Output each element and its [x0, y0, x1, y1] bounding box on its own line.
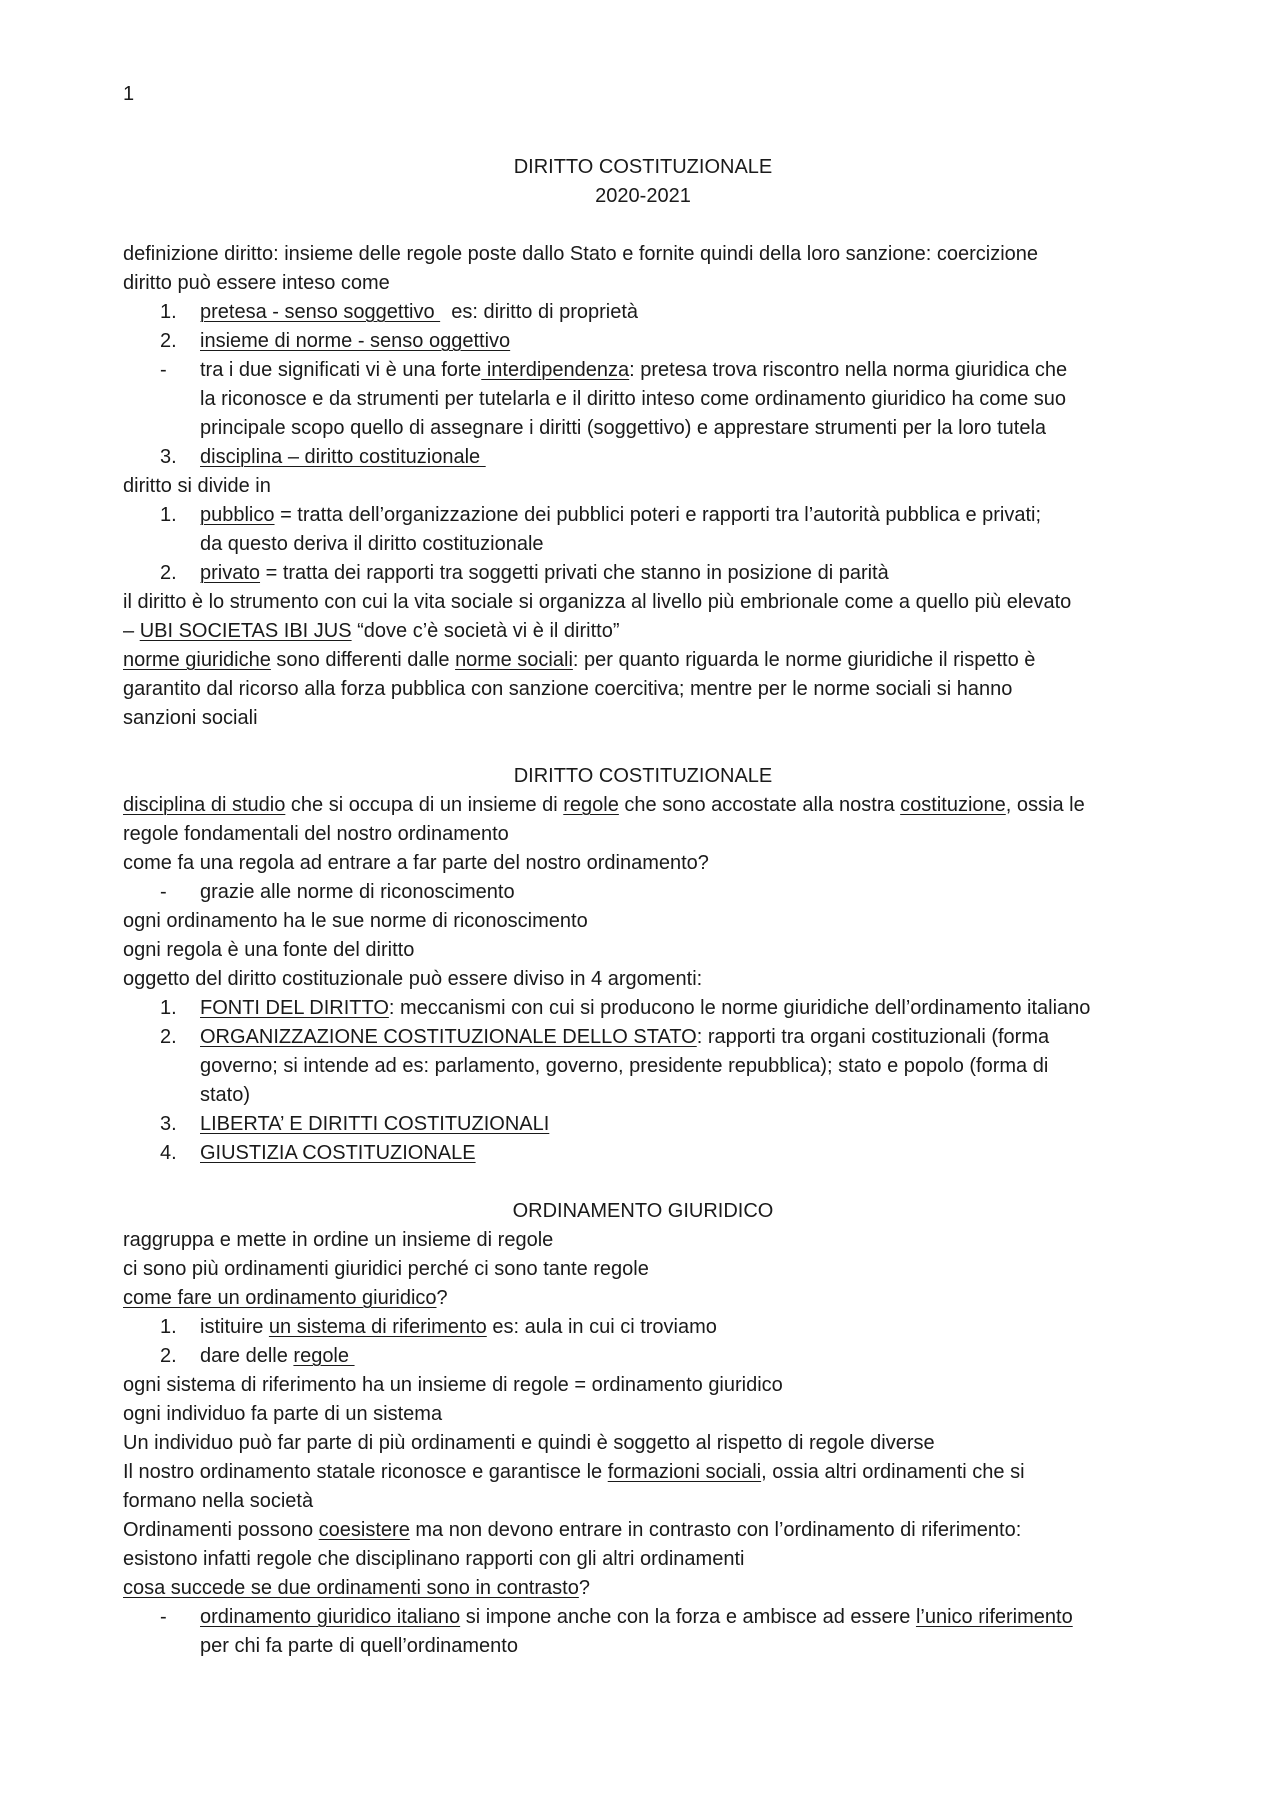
- text: : per quanto riguarda le norme giuridiche il rispetto è: [572, 649, 1036, 671]
- document-body: [123, 153, 1163, 1661]
- underlined-term: FONTI DEL DIRITTO: [200, 997, 389, 1019]
- underlined-term: l’unico riferimento: [915, 1606, 1073, 1628]
- text: ?: [436, 1287, 448, 1309]
- text: “dove c’è società vi è il diritto”: [351, 620, 620, 642]
- dash-item: [123, 878, 1163, 907]
- underlined-term: norme sociali: [455, 649, 573, 671]
- underlined-term: privato: [200, 562, 261, 584]
- paragraph-line: [123, 646, 1163, 675]
- paragraph-line: Un individuo può far parte di più ordinamenti e quindi è soggetto al rispetto di regole diverse: [123, 1432, 935, 1454]
- list-item: [123, 327, 1163, 356]
- text: che sono accostate alla nostra: [618, 794, 901, 816]
- list-item: [123, 298, 1163, 327]
- text: grazie alle norme di riconoscimento: [200, 881, 515, 903]
- underlined-term: un sistema di riferimento: [268, 1316, 487, 1338]
- document-year: 2020-2021: [595, 185, 691, 207]
- continuation-line: da questo deriva il diritto costituzionale: [200, 533, 544, 555]
- underlined-term: come fare un ordinamento giuridico: [123, 1287, 437, 1309]
- list-marker: 2.: [160, 330, 177, 352]
- list-item: [123, 1110, 1163, 1139]
- list-item: [123, 1139, 1163, 1168]
- underlined-term: regole: [563, 794, 619, 816]
- underlined-term: disciplina – diritto costituzionale: [200, 446, 486, 468]
- list-item: [123, 1023, 1163, 1052]
- dash-item: [123, 356, 1163, 385]
- paragraph-line: oggetto del diritto costituzionale può essere diviso in 4 argomenti:: [123, 968, 703, 990]
- text: istituire: [200, 1316, 269, 1338]
- list-item: [123, 994, 1163, 1023]
- text: es: diritto di proprietà: [440, 301, 639, 323]
- list-item: [123, 443, 1163, 472]
- paragraph-line: raggruppa e mette in ordine un insieme di regole: [123, 1229, 554, 1251]
- underlined-term: regole: [293, 1345, 355, 1367]
- list-item: [123, 1342, 1163, 1371]
- list-marker: 4.: [160, 1142, 177, 1164]
- paragraph-line: esistono infatti regole che disciplinano rapporti con gli altri ordinamenti: [123, 1548, 745, 1570]
- underlined-term: insieme di norme - senso oggettivo: [200, 330, 511, 352]
- paragraph-line: [123, 1574, 1163, 1603]
- paragraph-line: come fa una regola ad entrare a far parte del nostro ordinamento?: [123, 852, 709, 874]
- underlined-term: coesistere: [318, 1519, 410, 1541]
- paragraph-line: [123, 1284, 1163, 1313]
- text: dare delle: [200, 1345, 294, 1367]
- page-number: 1: [123, 83, 135, 105]
- text: = tratta dei rapporti tra soggetti privati che stanno in posizione di parità: [260, 562, 889, 584]
- text: che si occupa di un insieme di: [285, 794, 564, 816]
- underlined-term: interdipendenza: [481, 359, 630, 381]
- text: = tratta dell’organizzazione dei pubblici poteri e rapporti tra l’autorità pubblica e privati;: [274, 504, 1042, 526]
- list-marker: 1.: [160, 301, 177, 323]
- list-item: [123, 1313, 1163, 1342]
- underlined-term: GIUSTIZIA COSTITUZIONALE: [200, 1142, 476, 1164]
- paragraph-line: ogni individuo fa parte di un sistema: [123, 1403, 443, 1425]
- continuation-line: principale scopo quello di assegnare i diritti (soggettivo) e apprestare strumenti per la loro tutela: [200, 417, 1047, 439]
- list-marker: 2.: [160, 1026, 177, 1048]
- underlined-term: norme giuridiche: [123, 649, 271, 671]
- text: sono differenti dalle: [270, 649, 456, 671]
- text: es: aula in cui ci troviamo: [486, 1316, 717, 1338]
- spacer: [123, 211, 1163, 240]
- continuation-line: la riconosce e da strumenti per tutelarla e il diritto inteso come ordinamento giuridico ha come suo: [200, 388, 1066, 410]
- spacer: [123, 733, 1163, 762]
- can-be-line: diritto può essere inteso come: [123, 272, 390, 294]
- paragraph-line: [123, 791, 1163, 820]
- list-marker: 2.: [160, 562, 177, 584]
- list-marker: 1.: [160, 1316, 177, 1338]
- paragraph-line: formano nella società: [123, 1490, 314, 1512]
- dash-marker: -: [160, 881, 167, 903]
- section-heading: ORDINAMENTO GIURIDICO: [512, 1200, 774, 1222]
- paragraph-line: garantito dal ricorso alla forza pubblica con sanzione coercitiva; mentre per le norme sociali si hanno: [123, 678, 1013, 700]
- spacer: [123, 1168, 1163, 1197]
- paragraph-line: [123, 1458, 1163, 1487]
- list-marker: 3.: [160, 446, 177, 468]
- underlined-term: costituzione: [900, 794, 1006, 816]
- list-marker: 1.: [160, 997, 177, 1019]
- underlined-term: ORGANIZZAZIONE COSTITUZIONALE DELLO STATO: [200, 1026, 697, 1048]
- text: –: [123, 620, 140, 642]
- list-marker: 1.: [160, 504, 177, 526]
- list-item: [123, 559, 1163, 588]
- paragraph-line: ogni regola è una fonte del diritto: [123, 939, 415, 961]
- paragraph-line: ogni ordinamento ha le sue norme di riconoscimento: [123, 910, 588, 932]
- document-title: DIRITTO COSTITUZIONALE: [513, 156, 773, 178]
- paragraph-line: ogni sistema di riferimento ha un insieme di regole = ordinamento giuridico: [123, 1374, 783, 1396]
- text: ma non devono entrare in contrasto con l’ordinamento di riferimento:: [409, 1519, 1022, 1541]
- dash-item: [123, 1603, 1163, 1632]
- dash-marker: -: [160, 359, 167, 381]
- underlined-term: UBI SOCIETAS IBI JUS: [139, 620, 352, 642]
- section-heading: DIRITTO COSTITUZIONALE: [513, 765, 773, 787]
- underlined-term: pretesa - senso soggettivo: [200, 301, 441, 323]
- paragraph-line: regole fondamentali del nostro ordinamento: [123, 823, 509, 845]
- underlined-term: disciplina di studio: [123, 794, 286, 816]
- paragraph-line: il diritto è lo strumento con cui la vita sociale si organizza al livello più embrionale come a quello più elevato: [123, 591, 1072, 613]
- text: : meccanismi con cui si producono le norme giuridiche dell’ordinamento italiano: [388, 997, 1091, 1019]
- text: , ossia altri ordinamenti che si: [761, 1461, 1025, 1483]
- list-item: [123, 501, 1163, 530]
- underlined-term: formazioni sociali: [607, 1461, 762, 1483]
- paragraph-line: [123, 617, 1163, 646]
- continuation-line: per chi fa parte di quell’ordinamento: [200, 1635, 518, 1657]
- list-marker: 2.: [160, 1345, 177, 1367]
- text: , ossia le: [1005, 794, 1085, 816]
- text: tra i due significati vi è una forte: [200, 359, 482, 381]
- division-intro: diritto si divide in: [123, 475, 271, 497]
- paragraph-line: sanzioni sociali: [123, 707, 258, 729]
- text: Ordinamenti possono: [123, 1519, 319, 1541]
- text: si impone anche con la forza e ambisce ad essere: [460, 1606, 916, 1628]
- text: : rapporti tra organi costituzionali (forma: [696, 1026, 1050, 1048]
- text: Il nostro ordinamento statale riconosce e garantisce le: [123, 1461, 608, 1483]
- underlined-term: pubblico: [200, 504, 275, 526]
- text: ?: [578, 1577, 590, 1599]
- underlined-term: LIBERTA’ E DIRITTI COSTITUZIONALI: [200, 1113, 550, 1135]
- underlined-term: ordinamento giuridico italiano: [200, 1606, 461, 1628]
- definition-line: definizione diritto: insieme delle regole poste dallo Stato e fornite quindi della loro sanzione: coercizione: [123, 243, 1038, 265]
- paragraph-line: [123, 1516, 1163, 1545]
- continuation-line: stato): [200, 1084, 251, 1106]
- list-marker: 3.: [160, 1113, 177, 1135]
- underlined-term: cosa succede se due ordinamenti sono in contrasto: [123, 1577, 579, 1599]
- text: : pretesa trova riscontro nella norma giuridica che: [629, 359, 1068, 381]
- dash-marker: -: [160, 1606, 167, 1628]
- continuation-line: governo; si intende ad es: parlamento, governo, presidente repubblica); stato e popolo (forma di: [200, 1055, 1049, 1077]
- paragraph-line: ci sono più ordinamenti giuridici perché ci sono tante regole: [123, 1258, 649, 1280]
